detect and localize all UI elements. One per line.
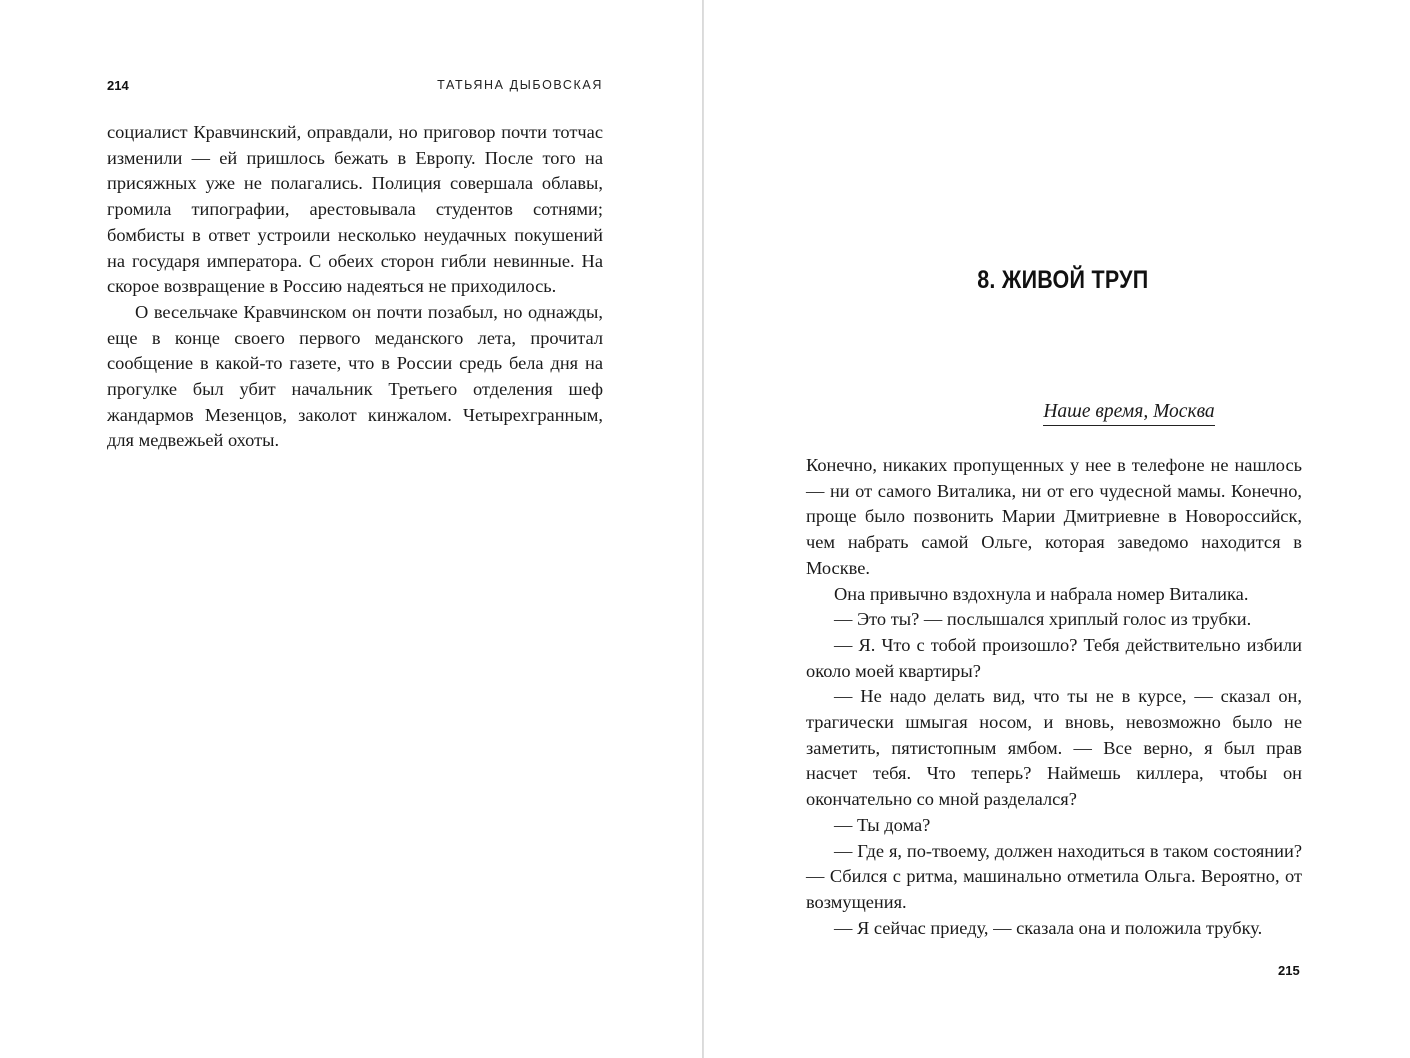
page-number-left: 214 (107, 78, 129, 93)
paragraph: социалист Кравчинский, оправдали, но приговор почти тотчас изменили — ей пришлось бежать в Европу. После того на присяжных уже не полагались. Полиция совершала облавы, громила типографии, арестовывала студентов сотнями; бомбисты в ответ устроили несколько неудачных покушений на государя императора. С обеих сторон гибли невинные. На скорое возвращение в Россию надеяться не приходилось. (107, 122, 603, 297)
section-subhead-wrap (704, 401, 1410, 426)
paragraph: — Я. Что с тобой произошло? Тебя действительно избили около моей квартиры? (806, 634, 1302, 681)
section-subhead: Наше время, Москва (1043, 401, 1214, 426)
left-page (0, 0, 702, 1058)
paragraph: Конечно, никаких пропущенных у нее в телефоне не нашлось — ни от самого Виталика, ни от его чудесной мамы. Конечно, проще было позвонить Марии Дмитриевне в Новороссийск, чем набрать самой Ольге, которая заведомо находится в Москве. (806, 455, 1302, 578)
left-body-text (107, 120, 603, 454)
paragraph: О весельчаке Кравчинском он почти позабыл, но однажды, еще в конце своего первого меданского лета, прочитал сообщение в какой-то газете, что в России средь бела дня на прогулке был убит начальник Третьего отделения шеф жандармов Мезенцов, заколот кинжалом. Четырехгранным, для медвежьей охоты. (107, 301, 603, 451)
paragraph: — Я сейчас приеду, — сказала она и положила трубку. (834, 917, 1263, 938)
running-head (107, 77, 603, 97)
paragraph: — Это ты? — послышался хриплый голос из трубки. (834, 609, 1252, 630)
chapter-title: 8. ЖИВОЙ ТРУП (977, 266, 1149, 294)
paragraph: — Где я, по-твоему, должен находиться в таком состоянии? — Сбился с ритма, машинально отметила Ольга. Вероятно, от возмущения. (806, 840, 1302, 912)
right-page (704, 0, 1410, 1058)
author-name-header: ТАТЬЯНА ДЫБОВСКАЯ (437, 78, 603, 92)
page-number-right: 215 (1278, 963, 1300, 978)
right-body-text (806, 453, 1302, 941)
paragraph: Она привычно вздохнула и набрала номер Виталика. (834, 583, 1249, 604)
paragraph: — Ты дома? (834, 814, 931, 835)
paragraph: — Не надо делать вид, что ты не в курсе, — сказал он, трагически шмыгая носом, и вновь, невозможно было не заметить, пятистопным ямбом. — Все верно, я был прав насчет тебя. Что теперь? Наймешь киллера, чтобы он окончательно со мной разделался? (806, 686, 1302, 810)
